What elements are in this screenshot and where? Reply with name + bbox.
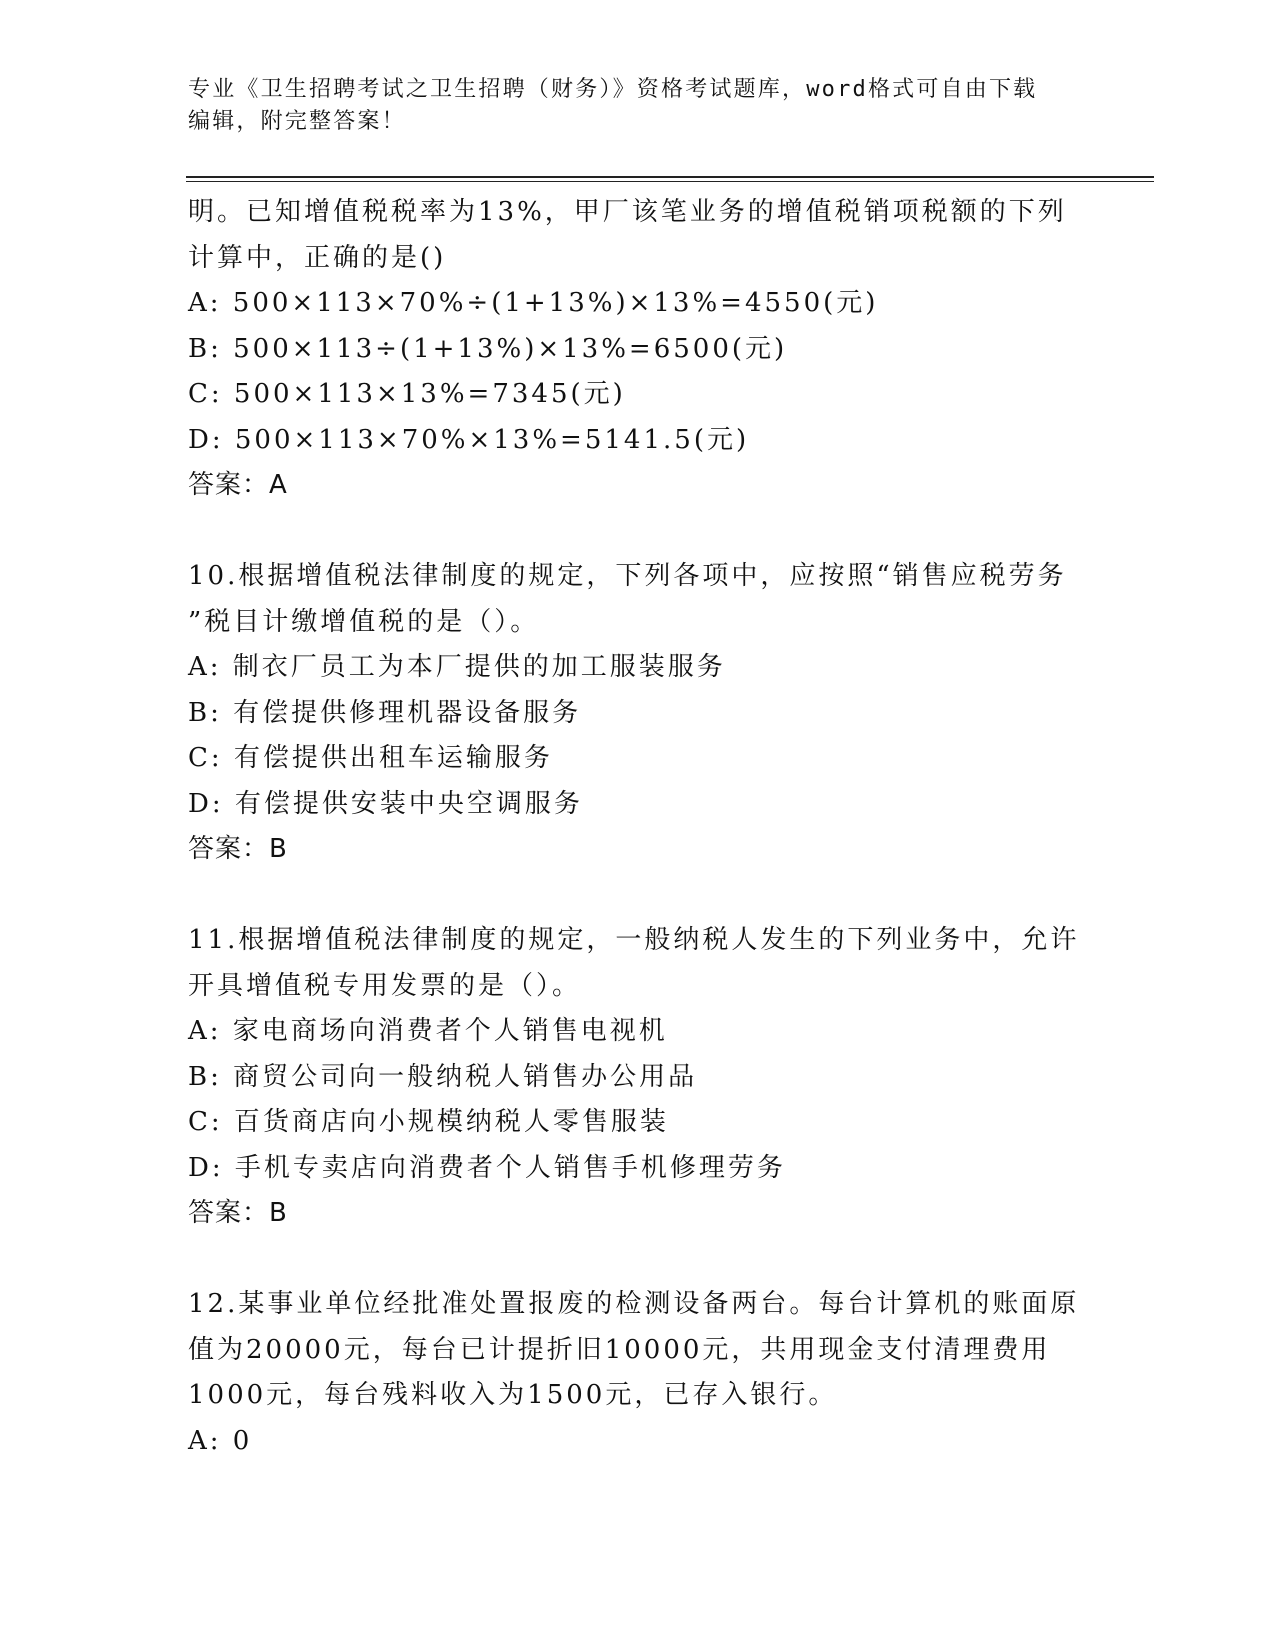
question-stem-line: ”税目计缴增值税的是（）。 bbox=[188, 606, 540, 637]
question-stem-line: 10.根据增值税法律制度的规定，下列各项中，应按照“销售应税劳务 bbox=[188, 561, 1067, 591]
option-c: C: 百货商店向小规模纳税人零售服装 bbox=[188, 1107, 669, 1137]
question-12 bbox=[188, 1282, 1088, 1464]
question-10 bbox=[188, 554, 1088, 873]
spacer bbox=[188, 873, 1088, 919]
option-b: B: 500×113÷(1+13%)×13%=6500(元) bbox=[188, 333, 788, 364]
header-line-2: 编辑，附完整答案！ bbox=[188, 109, 406, 134]
option-a: A: 0 bbox=[188, 1425, 253, 1456]
document-body bbox=[188, 190, 1088, 1464]
option-c: C: 有偿提供出租车运输服务 bbox=[188, 743, 553, 773]
question-9 bbox=[188, 190, 1088, 509]
option-c: C: 500×113×13%=7345(元) bbox=[188, 379, 626, 409]
question-stem-line: 计算中，正确的是() bbox=[188, 242, 447, 273]
option-a: A: 500×113×70%÷(1+13%)×13%=4550(元) bbox=[188, 288, 879, 318]
answer-line: 答案：B bbox=[188, 1198, 288, 1228]
document-header bbox=[188, 74, 1088, 138]
question-stem-line: 明。已知增值税税率为13%，甲厂该笔业务的增值税销项税额的下列 bbox=[188, 197, 1067, 227]
header-line-1: 专业《卫生招聘考试之卫生招聘（财务）》资格考试题库，word格式可自由下载 bbox=[188, 77, 1038, 102]
option-b: B: 商贸公司向一般纳税人销售办公用品 bbox=[188, 1061, 698, 1092]
question-stem-line: 12.某事业单位经批准处置报废的检测设备两台。每台计算机的账面原 bbox=[188, 1289, 1080, 1319]
question-11 bbox=[188, 918, 1088, 1237]
spacer bbox=[188, 1237, 1088, 1283]
answer-line: 答案：A bbox=[188, 470, 288, 500]
spacer bbox=[188, 509, 1088, 555]
option-b: B: 有偿提供修理机器设备服务 bbox=[188, 697, 582, 728]
question-stem-line: 值为20000元，每台已计提折旧10000元，共用现金支付清理费用 bbox=[188, 1334, 1051, 1365]
answer-line: 答案：B bbox=[188, 834, 288, 864]
question-stem-line: 1000元，每台残料收入为1500元，已存入银行。 bbox=[188, 1380, 838, 1410]
header-divider-thin bbox=[186, 181, 1154, 182]
option-d: D: 有偿提供安装中央空调服务 bbox=[188, 788, 583, 819]
option-d: D: 500×113×70%×13%=5141.5(元) bbox=[188, 424, 750, 455]
option-d: D: 手机专卖店向消费者个人销售手机修理劳务 bbox=[188, 1152, 786, 1183]
header-divider-thick bbox=[186, 176, 1154, 178]
option-a: A: 制衣厂员工为本厂提供的加工服装服务 bbox=[188, 652, 726, 682]
question-stem-line: 开具增值税专用发票的是（）。 bbox=[188, 970, 582, 1001]
question-stem-line: 11.根据增值税法律制度的规定，一般纳税人发生的下列业务中，允许 bbox=[188, 925, 1080, 955]
option-a: A: 家电商场向消费者个人销售电视机 bbox=[188, 1016, 668, 1046]
